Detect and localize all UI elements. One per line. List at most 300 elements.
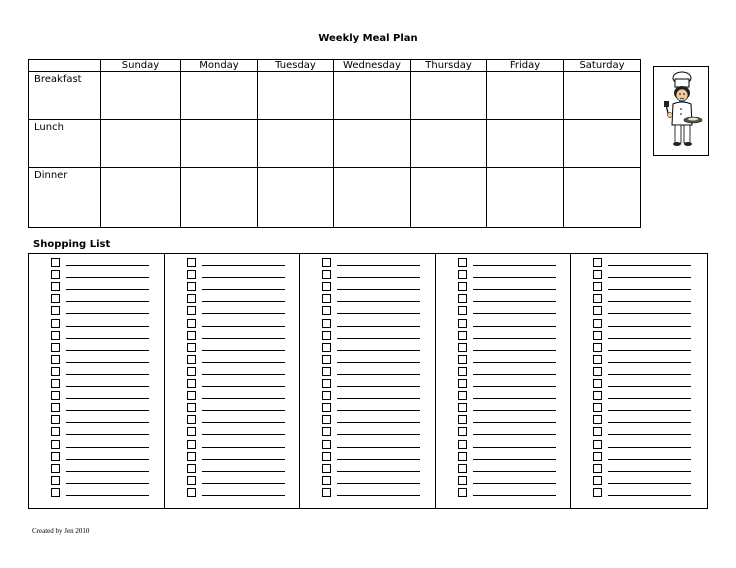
shopping-item xyxy=(593,389,693,401)
shopping-write-line[interactable] xyxy=(337,338,420,339)
shopping-checkbox[interactable] xyxy=(187,488,196,497)
shopping-write-line[interactable] xyxy=(66,447,149,448)
shopping-write-line[interactable] xyxy=(337,459,420,460)
shopping-item xyxy=(322,450,422,462)
shopping-checkbox[interactable] xyxy=(322,331,331,340)
shopping-checkbox[interactable] xyxy=(458,282,467,291)
shopping-checkbox[interactable] xyxy=(593,415,602,424)
shopping-item xyxy=(187,329,287,341)
shopping-write-line[interactable] xyxy=(608,386,691,387)
shopping-checkbox[interactable] xyxy=(51,379,60,388)
shopping-item xyxy=(51,329,151,341)
shopping-write-line[interactable] xyxy=(202,362,285,363)
shopping-checkbox[interactable] xyxy=(458,391,467,400)
shopping-checkbox[interactable] xyxy=(187,294,196,303)
shopping-write-line[interactable] xyxy=(202,434,285,435)
shopping-item xyxy=(51,377,151,389)
shopping-write-line[interactable] xyxy=(202,374,285,375)
shopping-checkbox[interactable] xyxy=(51,440,60,449)
shopping-item xyxy=(593,268,693,280)
shopping-item xyxy=(187,256,287,268)
shopping-checkbox[interactable] xyxy=(51,282,60,291)
shopping-write-line[interactable] xyxy=(66,471,149,472)
meal-cell[interactable] xyxy=(411,120,487,168)
shopping-checkbox[interactable] xyxy=(458,452,467,461)
shopping-checkbox[interactable] xyxy=(322,415,331,424)
shopping-item xyxy=(593,280,693,292)
shopping-checkbox[interactable] xyxy=(322,464,331,473)
shopping-write-line[interactable] xyxy=(608,265,691,266)
shopping-checkbox[interactable] xyxy=(458,270,467,279)
shopping-checkbox[interactable] xyxy=(458,403,467,412)
meal-cell[interactable] xyxy=(258,72,334,120)
shopping-write-line[interactable] xyxy=(337,471,420,472)
shopping-checkbox[interactable] xyxy=(51,391,60,400)
shopping-item xyxy=(322,304,422,316)
shopping-write-line[interactable] xyxy=(473,374,556,375)
shopping-item xyxy=(187,317,287,329)
shopping-write-line[interactable] xyxy=(202,289,285,290)
shopping-write-line[interactable] xyxy=(473,459,556,460)
shopping-write-line[interactable] xyxy=(66,362,149,363)
shopping-checkbox[interactable] xyxy=(593,282,602,291)
shopping-item xyxy=(458,353,558,365)
shopping-write-line[interactable] xyxy=(608,362,691,363)
shopping-checkbox[interactable] xyxy=(458,464,467,473)
shopping-item xyxy=(458,329,558,341)
shopping-write-line[interactable] xyxy=(473,313,556,314)
shopping-checkbox[interactable] xyxy=(187,355,196,364)
shopping-write-line[interactable] xyxy=(608,289,691,290)
shopping-checkbox[interactable] xyxy=(187,415,196,424)
shopping-checkbox[interactable] xyxy=(51,331,60,340)
shopping-item xyxy=(458,474,558,486)
day-header: Wednesday xyxy=(334,60,411,72)
header-row xyxy=(29,60,641,72)
shopping-write-line[interactable] xyxy=(473,326,556,327)
shopping-checkbox[interactable] xyxy=(458,331,467,340)
shopping-write-line[interactable] xyxy=(337,434,420,435)
shopping-item xyxy=(322,256,422,268)
shopping-item xyxy=(593,256,693,268)
shopping-checkbox[interactable] xyxy=(593,464,602,473)
shopping-write-line[interactable] xyxy=(337,289,420,290)
shopping-checkbox[interactable] xyxy=(51,319,60,328)
meal-cell[interactable] xyxy=(181,72,258,120)
shopping-checkbox[interactable] xyxy=(187,403,196,412)
shopping-item xyxy=(51,341,151,353)
shopping-checkbox[interactable] xyxy=(593,379,602,388)
shopping-write-line[interactable] xyxy=(473,434,556,435)
shopping-item xyxy=(593,365,693,377)
shopping-write-line[interactable] xyxy=(66,410,149,411)
meal-cell[interactable] xyxy=(101,72,181,120)
shopping-write-line[interactable] xyxy=(337,313,420,314)
shopping-item xyxy=(187,353,287,365)
shopping-item xyxy=(51,304,151,316)
shopping-item xyxy=(51,450,151,462)
meal-cell[interactable] xyxy=(411,168,487,228)
shopping-checkbox[interactable] xyxy=(187,379,196,388)
shopping-item xyxy=(51,425,151,437)
shopping-checkbox[interactable] xyxy=(322,488,331,497)
shopping-write-line[interactable] xyxy=(337,386,420,387)
shopping-checkbox[interactable] xyxy=(458,488,467,497)
shopping-write-line[interactable] xyxy=(473,483,556,484)
shopping-write-line[interactable] xyxy=(337,362,420,363)
shopping-checkbox[interactable] xyxy=(51,415,60,424)
shopping-write-line[interactable] xyxy=(473,289,556,290)
shopping-checkbox[interactable] xyxy=(593,331,602,340)
shopping-item xyxy=(187,292,287,304)
shopping-checkbox[interactable] xyxy=(322,452,331,461)
shopping-write-line[interactable] xyxy=(202,313,285,314)
shopping-write-line[interactable] xyxy=(608,326,691,327)
shopping-column xyxy=(29,254,165,508)
shopping-checkbox[interactable] xyxy=(322,343,331,352)
shopping-item xyxy=(187,341,287,353)
shopping-item xyxy=(322,341,422,353)
meal-row-breakfast xyxy=(29,72,641,120)
shopping-write-line[interactable] xyxy=(66,350,149,351)
shopping-item xyxy=(458,401,558,413)
shopping-checkbox[interactable] xyxy=(187,270,196,279)
shopping-write-line[interactable] xyxy=(202,301,285,302)
shopping-checkbox[interactable] xyxy=(593,391,602,400)
shopping-write-line[interactable] xyxy=(473,495,556,496)
shopping-item xyxy=(458,413,558,425)
shopping-write-line[interactable] xyxy=(202,386,285,387)
shopping-item xyxy=(322,474,422,486)
shopping-checkbox[interactable] xyxy=(51,258,60,267)
meal-cell[interactable] xyxy=(258,120,334,168)
shopping-write-line[interactable] xyxy=(202,277,285,278)
shopping-checkbox[interactable] xyxy=(593,403,602,412)
shopping-checkbox[interactable] xyxy=(51,367,60,376)
shopping-checkbox[interactable] xyxy=(322,403,331,412)
shopping-item xyxy=(51,474,151,486)
shopping-checkbox[interactable] xyxy=(593,367,602,376)
shopping-checkbox[interactable] xyxy=(322,282,331,291)
shopping-item xyxy=(187,425,287,437)
shopping-write-line[interactable] xyxy=(202,265,285,266)
shopping-write-line[interactable] xyxy=(202,495,285,496)
shopping-item xyxy=(593,353,693,365)
shopping-write-line[interactable] xyxy=(608,410,691,411)
shopping-write-line[interactable] xyxy=(608,374,691,375)
shopping-item xyxy=(187,389,287,401)
shopping-item xyxy=(458,438,558,450)
shopping-write-line[interactable] xyxy=(337,483,420,484)
shopping-checkbox[interactable] xyxy=(458,476,467,485)
shopping-checkbox[interactable] xyxy=(51,294,60,303)
shopping-item xyxy=(322,329,422,341)
shopping-write-line[interactable] xyxy=(66,483,149,484)
shopping-write-line[interactable] xyxy=(337,350,420,351)
shopping-item xyxy=(322,268,422,280)
shopping-item xyxy=(458,256,558,268)
shopping-checkbox[interactable] xyxy=(458,294,467,303)
meal-cell[interactable] xyxy=(334,72,411,120)
meal-cell[interactable] xyxy=(564,120,641,168)
shopping-write-line[interactable] xyxy=(66,459,149,460)
shopping-item xyxy=(51,365,151,377)
shopping-write-line[interactable] xyxy=(66,434,149,435)
corner-cell xyxy=(29,60,101,72)
meal-cell[interactable] xyxy=(101,120,181,168)
shopping-checkbox[interactable] xyxy=(458,258,467,267)
day-header: Thursday xyxy=(411,60,487,72)
shopping-checkbox[interactable] xyxy=(51,476,60,485)
shopping-write-line[interactable] xyxy=(473,338,556,339)
shopping-write-line[interactable] xyxy=(608,350,691,351)
shopping-checkbox[interactable] xyxy=(51,488,60,497)
shopping-column xyxy=(300,254,436,508)
shopping-write-line[interactable] xyxy=(608,471,691,472)
shopping-write-line[interactable] xyxy=(337,277,420,278)
shopping-checkbox[interactable] xyxy=(458,355,467,364)
meal-cell[interactable] xyxy=(334,168,411,228)
shopping-checkbox[interactable] xyxy=(322,440,331,449)
shopping-item xyxy=(51,389,151,401)
shopping-write-line[interactable] xyxy=(608,338,691,339)
shopping-write-line[interactable] xyxy=(608,459,691,460)
shopping-checkbox[interactable] xyxy=(187,391,196,400)
shopping-write-line[interactable] xyxy=(337,422,420,423)
shopping-write-line[interactable] xyxy=(337,410,420,411)
shopping-write-line[interactable] xyxy=(337,374,420,375)
shopping-item xyxy=(322,389,422,401)
shopping-checkbox[interactable] xyxy=(322,391,331,400)
shopping-list xyxy=(28,253,708,509)
shopping-list-title: Shopping List xyxy=(33,239,111,250)
shopping-write-line[interactable] xyxy=(66,265,149,266)
shopping-write-line[interactable] xyxy=(66,422,149,423)
shopping-item xyxy=(187,268,287,280)
shopping-checkbox[interactable] xyxy=(322,476,331,485)
meal-cell[interactable] xyxy=(487,120,564,168)
shopping-item xyxy=(593,413,693,425)
shopping-checkbox[interactable] xyxy=(322,306,331,315)
shopping-write-line[interactable] xyxy=(337,265,420,266)
shopping-item xyxy=(593,462,693,474)
shopping-checkbox[interactable] xyxy=(322,427,331,436)
shopping-checkbox[interactable] xyxy=(322,294,331,303)
meal-cell[interactable] xyxy=(487,168,564,228)
shopping-item xyxy=(322,365,422,377)
shopping-checkbox[interactable] xyxy=(51,427,60,436)
shopping-checkbox[interactable] xyxy=(458,343,467,352)
meal-cell[interactable] xyxy=(564,72,641,120)
shopping-checkbox[interactable] xyxy=(187,258,196,267)
shopping-checkbox[interactable] xyxy=(458,440,467,449)
shopping-checkbox[interactable] xyxy=(187,282,196,291)
shopping-write-line[interactable] xyxy=(473,277,556,278)
shopping-checkbox[interactable] xyxy=(51,403,60,412)
shopping-checkbox[interactable] xyxy=(593,488,602,497)
shopping-item xyxy=(458,292,558,304)
shopping-checkbox[interactable] xyxy=(187,440,196,449)
shopping-write-line[interactable] xyxy=(473,422,556,423)
shopping-write-line[interactable] xyxy=(202,350,285,351)
shopping-checkbox[interactable] xyxy=(593,258,602,267)
shopping-item xyxy=(51,317,151,329)
shopping-checkbox[interactable] xyxy=(322,319,331,328)
shopping-item xyxy=(322,486,422,498)
shopping-write-line[interactable] xyxy=(337,495,420,496)
shopping-column xyxy=(436,254,572,508)
shopping-write-line[interactable] xyxy=(608,277,691,278)
shopping-checkbox[interactable] xyxy=(593,440,602,449)
shopping-checkbox[interactable] xyxy=(187,452,196,461)
shopping-checkbox[interactable] xyxy=(322,258,331,267)
shopping-checkbox[interactable] xyxy=(593,476,602,485)
shopping-checkbox[interactable] xyxy=(51,464,60,473)
shopping-checkbox[interactable] xyxy=(187,319,196,328)
shopping-checkbox[interactable] xyxy=(458,367,467,376)
shopping-write-line[interactable] xyxy=(202,471,285,472)
shopping-checkbox[interactable] xyxy=(322,367,331,376)
shopping-write-line[interactable] xyxy=(202,422,285,423)
shopping-write-line[interactable] xyxy=(473,398,556,399)
shopping-checkbox[interactable] xyxy=(51,270,60,279)
shopping-write-line[interactable] xyxy=(202,410,285,411)
shopping-write-line[interactable] xyxy=(473,386,556,387)
shopping-write-line[interactable] xyxy=(608,422,691,423)
shopping-write-line[interactable] xyxy=(66,495,149,496)
shopping-item xyxy=(51,462,151,474)
shopping-write-line[interactable] xyxy=(608,483,691,484)
shopping-write-line[interactable] xyxy=(66,398,149,399)
shopping-item xyxy=(593,486,693,498)
shopping-checkbox[interactable] xyxy=(458,319,467,328)
shopping-checkbox[interactable] xyxy=(593,294,602,303)
shopping-write-line[interactable] xyxy=(66,386,149,387)
shopping-write-line[interactable] xyxy=(202,398,285,399)
shopping-write-line[interactable] xyxy=(66,277,149,278)
shopping-item xyxy=(593,304,693,316)
shopping-write-line[interactable] xyxy=(608,301,691,302)
shopping-write-line[interactable] xyxy=(66,289,149,290)
shopping-checkbox[interactable] xyxy=(187,464,196,473)
shopping-checkbox[interactable] xyxy=(51,355,60,364)
shopping-item xyxy=(322,413,422,425)
meal-cell[interactable] xyxy=(334,120,411,168)
shopping-checkbox[interactable] xyxy=(593,306,602,315)
shopping-write-line[interactable] xyxy=(473,265,556,266)
day-header: Friday xyxy=(487,60,564,72)
shopping-item xyxy=(593,401,693,413)
meal-cell[interactable] xyxy=(181,168,258,228)
shopping-checkbox[interactable] xyxy=(593,452,602,461)
shopping-checkbox[interactable] xyxy=(187,427,196,436)
shopping-write-line[interactable] xyxy=(473,471,556,472)
shopping-checkbox[interactable] xyxy=(458,427,467,436)
shopping-item xyxy=(458,486,558,498)
shopping-write-line[interactable] xyxy=(473,362,556,363)
shopping-write-line[interactable] xyxy=(473,350,556,351)
shopping-write-line[interactable] xyxy=(608,398,691,399)
shopping-write-line[interactable] xyxy=(66,326,149,327)
shopping-item xyxy=(458,462,558,474)
meal-cell[interactable] xyxy=(101,168,181,228)
shopping-write-line[interactable] xyxy=(202,326,285,327)
shopping-item xyxy=(51,256,151,268)
shopping-write-line[interactable] xyxy=(608,495,691,496)
shopping-write-line[interactable] xyxy=(66,301,149,302)
shopping-item xyxy=(458,365,558,377)
shopping-column xyxy=(571,254,707,508)
day-header: Saturday xyxy=(564,60,641,72)
shopping-write-line[interactable] xyxy=(337,398,420,399)
shopping-checkbox[interactable] xyxy=(51,343,60,352)
shopping-checkbox[interactable] xyxy=(458,379,467,388)
shopping-item xyxy=(187,413,287,425)
shopping-checkbox[interactable] xyxy=(322,355,331,364)
meal-label: Dinner xyxy=(29,168,101,228)
shopping-checkbox[interactable] xyxy=(187,367,196,376)
shopping-checkbox[interactable] xyxy=(458,306,467,315)
shopping-checkbox[interactable] xyxy=(187,306,196,315)
shopping-item xyxy=(593,292,693,304)
shopping-checkbox[interactable] xyxy=(187,331,196,340)
shopping-checkbox[interactable] xyxy=(593,427,602,436)
shopping-write-line[interactable] xyxy=(608,447,691,448)
meal-cell[interactable] xyxy=(411,72,487,120)
shopping-checkbox[interactable] xyxy=(458,415,467,424)
shopping-checkbox[interactable] xyxy=(322,270,331,279)
shopping-item xyxy=(458,268,558,280)
meal-cell[interactable] xyxy=(564,168,641,228)
meal-cell[interactable] xyxy=(181,120,258,168)
shopping-write-line[interactable] xyxy=(66,313,149,314)
shopping-write-line[interactable] xyxy=(66,338,149,339)
shopping-item xyxy=(322,377,422,389)
shopping-item xyxy=(51,280,151,292)
shopping-write-line[interactable] xyxy=(473,447,556,448)
shopping-write-line[interactable] xyxy=(202,447,285,448)
shopping-checkbox[interactable] xyxy=(593,270,602,279)
shopping-write-line[interactable] xyxy=(337,301,420,302)
shopping-write-line[interactable] xyxy=(202,459,285,460)
shopping-checkbox[interactable] xyxy=(51,306,60,315)
shopping-write-line[interactable] xyxy=(608,434,691,435)
shopping-write-line[interactable] xyxy=(337,326,420,327)
shopping-item xyxy=(458,341,558,353)
shopping-write-line[interactable] xyxy=(608,313,691,314)
meal-cell[interactable] xyxy=(487,72,564,120)
meal-cell[interactable] xyxy=(258,168,334,228)
shopping-item xyxy=(51,438,151,450)
shopping-checkbox[interactable] xyxy=(51,452,60,461)
shopping-write-line[interactable] xyxy=(202,338,285,339)
shopping-checkbox[interactable] xyxy=(593,343,602,352)
shopping-write-line[interactable] xyxy=(337,447,420,448)
shopping-write-line[interactable] xyxy=(202,483,285,484)
shopping-checkbox[interactable] xyxy=(187,343,196,352)
shopping-item xyxy=(187,401,287,413)
shopping-checkbox[interactable] xyxy=(593,355,602,364)
shopping-item xyxy=(187,438,287,450)
shopping-write-line[interactable] xyxy=(66,374,149,375)
shopping-item xyxy=(187,280,287,292)
shopping-write-line[interactable] xyxy=(473,410,556,411)
shopping-write-line[interactable] xyxy=(473,301,556,302)
shopping-checkbox[interactable] xyxy=(322,379,331,388)
shopping-checkbox[interactable] xyxy=(187,476,196,485)
day-header: Tuesday xyxy=(258,60,334,72)
shopping-checkbox[interactable] xyxy=(593,319,602,328)
